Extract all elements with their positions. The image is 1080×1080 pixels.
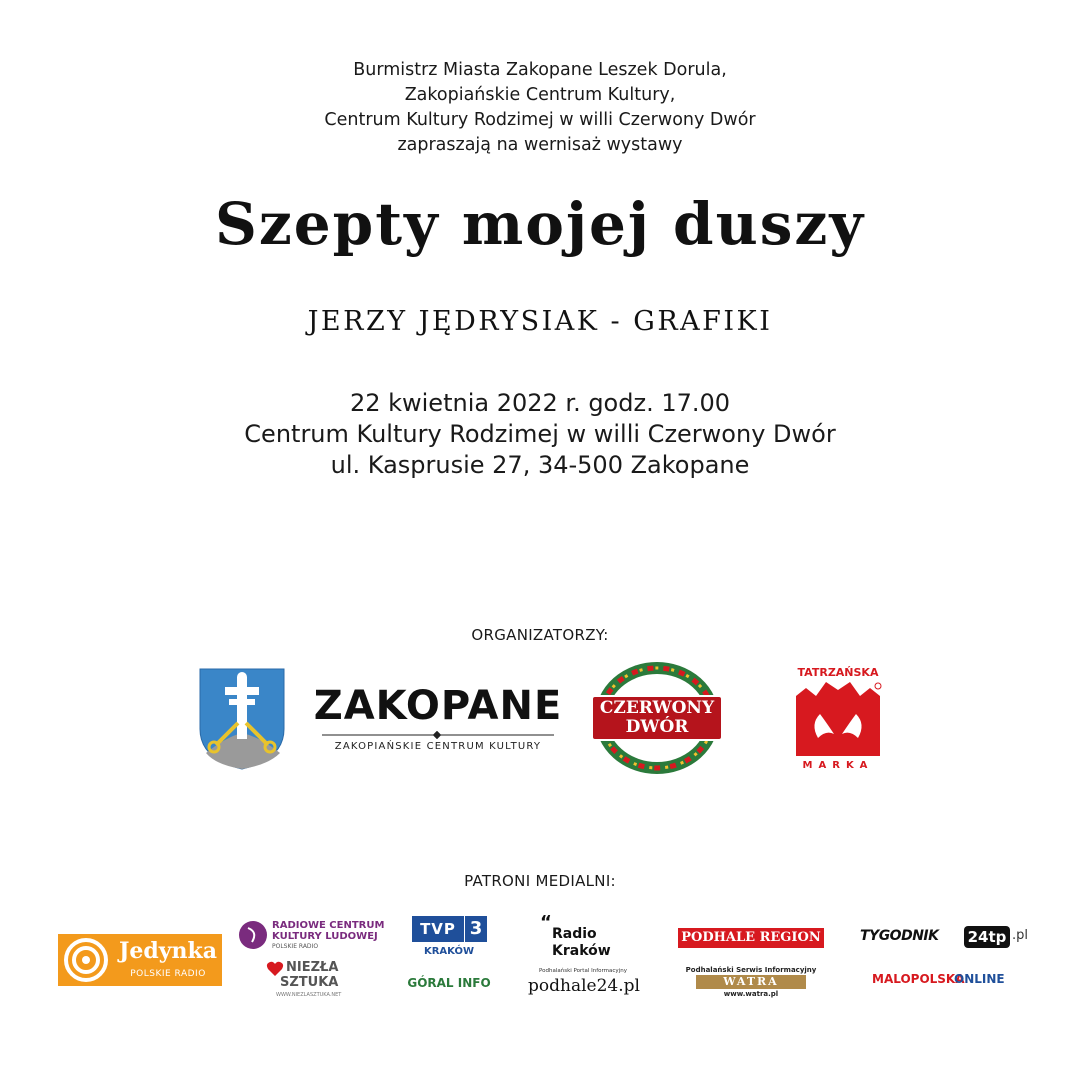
tvp3-logo <box>408 916 490 1002</box>
rckl-line1: RADIOWE CENTRUM <box>272 920 385 931</box>
event-address: ul. Kasprusie 27, 34-500 Zakopane <box>330 451 750 479</box>
marka-text: MARKA <box>802 760 874 771</box>
rckl-line2: KULTURY LUDOWEJ <box>272 931 378 942</box>
event-date: 22 kwietnia 2022 r. godz. 17.00 <box>349 389 731 417</box>
rckl-logo <box>238 918 388 1002</box>
watra-caption: Podhalański Serwis Informacyjny <box>685 966 817 974</box>
niezla-line2: SZTUKA <box>280 975 339 990</box>
quote-icon: “ <box>540 912 552 933</box>
rckl-icon <box>238 920 268 950</box>
radio-krakow-logo <box>528 912 640 1002</box>
radio-krakow-line2: Kraków <box>552 943 611 959</box>
jedynka-name: Jedynka <box>118 938 218 964</box>
tatrzanska-marka-logo <box>790 664 886 774</box>
tvp-number: 3 <box>465 916 487 942</box>
jedynka-logo <box>58 934 222 986</box>
tygodnik-logo <box>858 926 1034 992</box>
exhibition-title: Szepty mojej duszy <box>214 190 866 258</box>
niezla-url: WWW.NIEZLASZTUKA.NET <box>276 992 342 998</box>
exhibition-subtitle: JERZY JĘDRYSIAK - GRAFIKI <box>307 306 773 337</box>
tvp-city: KRAKÓW <box>423 946 475 957</box>
zakopane-coat-of-arms-logo <box>198 667 286 771</box>
podhale-region-logo <box>676 926 826 1002</box>
podhale24: podhale24.pl <box>528 976 640 996</box>
dwor-text: DWÓR <box>625 717 689 737</box>
podhale-region-text: PODHALE REGION <box>678 928 824 948</box>
event-details <box>0 388 1080 481</box>
niezla-line1: NIEZŁA <box>286 960 339 975</box>
jedynka-rings-icon <box>60 934 112 986</box>
czerwony-dwor-logo <box>588 662 726 774</box>
zakopane-subtitle: ZAKOPIAŃSKIE CENTRUM KULTURY <box>334 741 542 752</box>
intro-block <box>0 58 1080 158</box>
watra-url: www.watra.pl <box>723 990 779 998</box>
intro-line: Centrum Kultury Rodzimej w willi Czerwony Dwór <box>324 110 756 130</box>
goral-info: GÓRAL INFO <box>407 976 491 990</box>
zakopane-wordmark: ZAKOPANE <box>313 683 563 729</box>
czerwony-text: CZERWONY <box>599 698 715 718</box>
organizers-label: ORGANIZATORZY: <box>471 626 609 644</box>
intro-line: zapraszają na wernisaż wystawy <box>397 135 683 155</box>
intro-line: Zakopiańskie Centrum Kultury, <box>404 85 676 105</box>
tatrzanska-top-text: TATRZAŃSKA <box>797 666 879 679</box>
malopolska-suffix: ONLINE <box>954 972 1005 986</box>
tp24-badge: 24tp <box>964 926 1010 948</box>
malopolska-text: MALOPOLSKA <box>872 972 965 986</box>
mountain-mark-icon <box>790 664 886 774</box>
tp24-suffix: .pl <box>1012 928 1028 943</box>
podhale24-caption: Podhalański Portal Informacyjny <box>539 968 627 974</box>
jedynka-sub: POLSKIE RADIO <box>130 969 206 979</box>
media-patrons-label: PATRONI MEDIALNI: <box>464 872 616 890</box>
watra-text: WATRA <box>696 975 806 989</box>
event-venue: Centrum Kultury Rodzimej w willi Czerwony Dwór <box>244 420 836 448</box>
tvp-badge: TVP <box>412 916 464 942</box>
intro-line: Burmistrz Miasta Zakopane Leszek Dorula, <box>353 60 727 80</box>
rckl-sub: POLSKIE RADIO <box>272 943 319 950</box>
tygodnik-text: TYGODNIK <box>860 928 939 944</box>
zakopane-divider <box>312 731 564 739</box>
radio-krakow-line1: Radio <box>552 926 597 942</box>
